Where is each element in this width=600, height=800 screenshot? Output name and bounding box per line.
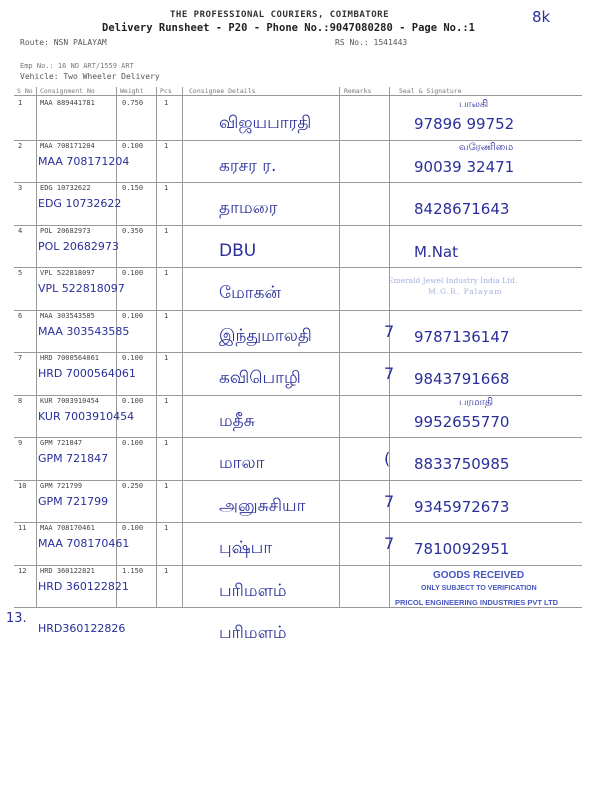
handwritten-consignee-name: கரசர ர. [219,155,277,176]
stamp-line: ONLY SUBJECT TO VERIFICATION [421,585,537,592]
vehicle-label: Vehicle: Two Wheeler Delivery [20,72,160,81]
handwritten-consignment-number: POL 20682973 [38,239,119,253]
row-weight: 0.100 [122,354,144,362]
row-serial-number: 9 [18,439,23,447]
handwritten-signature-phone: 8833750985 [414,455,510,473]
employee-reference: Emp No.: 16 NO ART/1559 ART [20,62,134,70]
row-weight: 0.100 [122,396,144,405]
table-row [14,311,582,346]
row-serial-number: 10 [18,481,27,490]
handwritten-consignment-number: KUR 7003910454 [38,409,135,423]
table-row [14,184,582,218]
row-pieces: 1 [164,439,169,447]
row-serial-number: 7 [18,354,23,362]
row-consignment-number: GPM 721799 [40,481,83,490]
handwritten-signature-note: பரமாதி [459,396,494,408]
row-consignment-number: EDG 10732622 [40,184,91,192]
row-divider [14,140,582,141]
handwritten-consignee-name: கவிபொழி [219,368,301,388]
row-serial-number: 11 [18,524,27,532]
row-serial-number: 12 [18,566,27,575]
column-header-weight: Weight [120,87,144,95]
row-divider [14,395,582,396]
row-pieces: 1 [164,311,169,320]
row-divider [14,310,582,311]
table-row [14,396,582,431]
handwritten-signature-note: பாலகி [459,99,489,110]
row-weight: 0.100 [122,311,144,320]
row-serial-number: 5 [18,269,23,277]
handwritten-consignment-number: MAA 303543585 [38,324,130,338]
company-title: THE PROFESSIONAL COURIERS, COIMBATORE [170,10,389,20]
handwritten-signature-phone: 9787136147 [414,327,510,346]
column-header-consignment: Consignment No [40,87,95,95]
table-row [14,354,582,388]
row-pieces: 1 [164,396,169,405]
row-consignment-number: POL 20682973 [40,226,91,235]
row-divider [14,182,582,183]
row-weight: 1.150 [122,566,144,575]
row-consignment-number: MAA 708170461 [40,524,95,532]
row-consignment-number: VPL 522818097 [40,269,95,277]
handwritten-consignee-name: இந்துமாலதி [219,325,312,346]
handwritten-signature-phone: 90039 32471 [414,157,515,176]
table-row [14,141,582,176]
row-13-number: 13. [6,611,27,626]
row-weight: 0.350 [122,226,144,235]
row-pieces: 1 [164,354,169,362]
column-header-remarks: Remarks [344,87,372,95]
row-weight: 0.100 [122,524,144,532]
stamp-line: M.G.R. Palayam [428,287,503,296]
row-divider [14,225,582,226]
row-divider [14,267,582,268]
route-label: Route: NSN PALAYAM [20,38,107,47]
table-row [14,439,582,473]
runsheet-heading: Delivery Runsheet - P20 - Phone No.:9047080280 - Page No.:1 [102,22,475,34]
handwritten-consignee-name: பரிமளம் [219,580,287,601]
row-pieces: 1 [164,99,169,107]
handwritten-signature-note: வரேணிமை [459,141,514,153]
row-consignment-number: HRD 360122821 [40,566,95,575]
row-pieces: 1 [164,141,169,150]
runsheet-table [14,87,582,653]
handwritten-tick-mark: 7 [384,491,395,511]
column-header-pcs: Pcs [160,87,172,95]
row-serial-number: 3 [18,184,23,192]
row-pieces: 1 [164,524,169,532]
handwritten-signature-phone: 9345972673 [414,497,510,516]
handwritten-tick-mark: ( [384,449,391,468]
handwritten-signature-phone: 9952655770 [414,412,510,431]
handwritten-consignment-number: EDG 10732622 [38,197,122,210]
row-serial-number: 1 [18,99,23,107]
handwritten-consignee-name: மாலா [219,453,265,473]
handwritten-consignment-number: HRD360122826 [38,622,126,635]
header-rule [14,95,582,96]
handwritten-consignee-name: அனுசுசியா [219,495,306,516]
row-weight: 0.250 [122,481,144,490]
stamp-line: GOODS RECEIVED [433,570,525,581]
row-serial-number: 4 [18,226,23,235]
row-pieces: 1 [164,566,169,575]
faded-company-stamp [388,272,558,296]
row-weight: 0.100 [122,439,144,447]
row-pieces: 1 [164,184,169,192]
row-weight: 0.750 [122,99,144,107]
stamp-line: Emerald Jewel Industry India Ltd. [388,276,518,285]
handwritten-tick-mark: 7 [384,534,395,553]
handwritten-signature-phone: 7810092951 [414,540,510,558]
handwritten-consignee-name: பரிமளம் [219,623,287,643]
handwritten-signature-phone: 97896 99752 [414,115,515,133]
handwritten-consignee-name: தாமரை [219,198,278,218]
row-divider [14,480,582,481]
handwritten-consignee-name: DBU [219,240,257,261]
row-divider [14,437,582,438]
row-divider [14,522,582,523]
handwritten-consignee-name: விஜயபாரதி [219,113,312,133]
row-divider [14,565,582,566]
row-divider [14,352,582,353]
table-row [14,226,582,261]
handwritten-consignee-name: மோகன் [219,283,281,303]
handwritten-consignee-name: மதீசு [219,410,255,431]
handwritten-consignee-name: புஷ்பா [219,538,273,558]
row-consignment-number: GPM 721847 [40,439,83,447]
row-serial-number: 6 [18,311,23,320]
row-pieces: 1 [164,226,169,235]
row-consignment-number: KUR 7003910454 [40,396,100,405]
row-consignment-number: MAA 708171204 [40,141,95,150]
row-serial-number: 8 [18,396,23,405]
table-row [14,481,582,516]
row-weight: 0.100 [122,141,144,150]
goods-received-stamp [395,570,585,618]
row-consignment-number: MAA 303543585 [40,311,95,320]
stamp-line: PRICOL ENGINEERING INDUSTRIES PVT LTD [395,598,559,607]
handwritten-consignment-number: VPL 522818097 [38,282,125,295]
column-header-sno: S No [17,87,33,95]
handwritten-signature-phone: 9843791668 [414,370,510,388]
row-consignment-number: HRD 7000564061 [40,354,100,362]
handwritten-consignment-number: MAA 708171204 [38,154,130,168]
table-row [14,524,582,558]
row-consignment-number: MAA 889441781 [40,99,95,107]
row-serial-number: 2 [18,141,23,150]
column-header-consignee: Consignee Details [189,87,256,95]
handwritten-consignment-number: HRD 360122821 [38,579,129,593]
row-weight: 0.100 [122,269,144,277]
handwritten-signature-phone: 8428671643 [414,200,510,218]
row-pieces: 1 [164,481,169,490]
handwritten-tick-mark: 7 [384,364,395,383]
corner-handwritten-mark: 8k [532,8,551,26]
column-header-signature: Seal & Signature [399,87,462,95]
handwritten-consignment-number: HRD 7000564061 [38,367,136,380]
rs-number: RS No.: 1541443 [335,38,408,47]
row-pieces: 1 [164,269,169,277]
row-weight: 0.150 [122,184,144,192]
handwritten-consignment-number: GPM 721847 [38,452,109,465]
table-row [14,99,582,133]
handwritten-tick-mark: 7 [384,321,395,341]
handwritten-consignment-number: MAA 708170461 [38,537,130,550]
handwritten-consignment-number: GPM 721799 [38,494,109,508]
handwritten-signature-phone: M.Nat [414,242,459,261]
